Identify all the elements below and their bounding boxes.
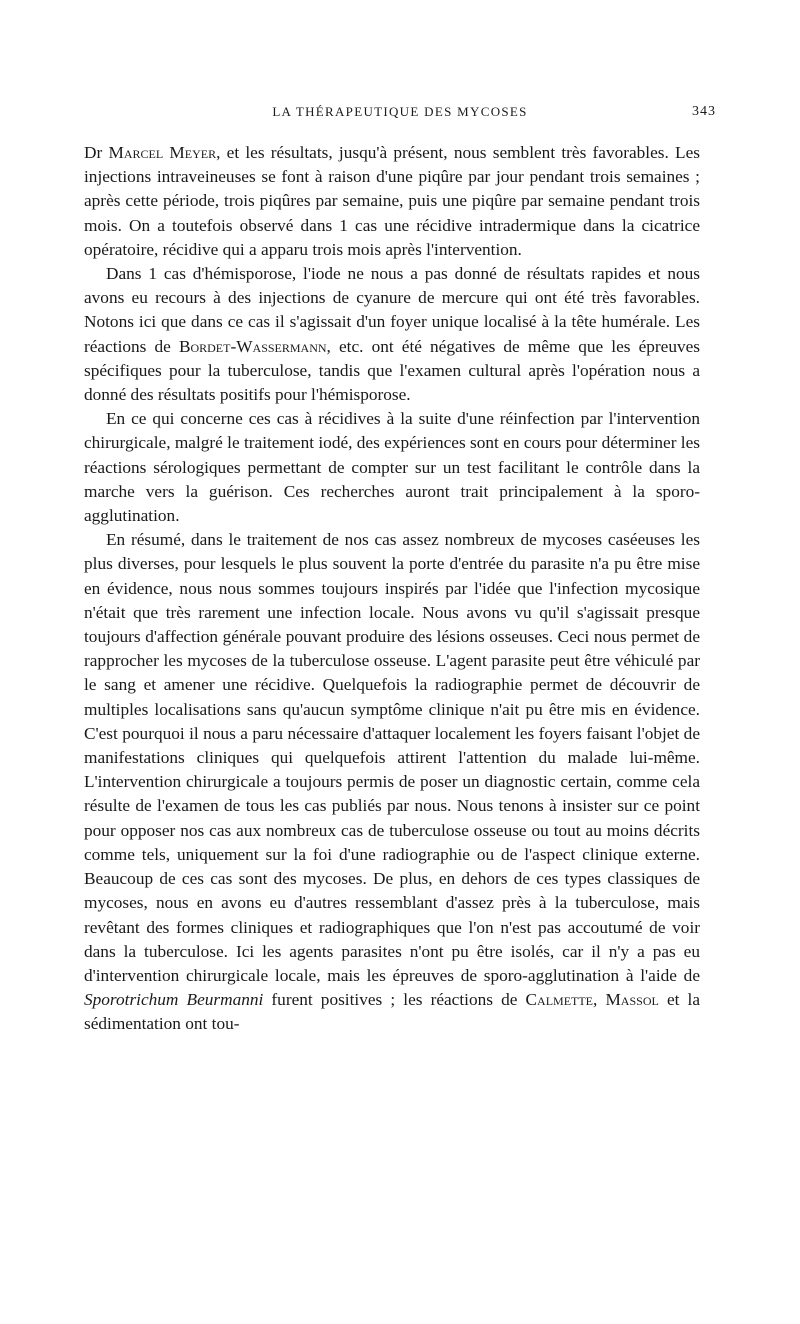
running-title: LA THÉRAPEUTIQUE DES MYCOSES [272,104,528,119]
text-segment: , et les résultats, jusqu'à présent, nous semblent très favorables. Les injections intraveineuses se font à raison d'une piqûre par jour pendant trois semaines ; après cette période, trois piqûres par semaine, puis une piqûre par semaine pendant trois mois. On a toutefois observé dans 1 cas une récidive intradermique dans la cicatrice opératoire, récidive qui a apparu trois mois après l'intervention. [84,143,700,259]
text-segment: En ce qui concerne ces cas à récidives à la suite d'une réinfection par l'intervention chirurgicale, malgré le traitement iodé, des expériences sont en cours pour déterminer les réactions sérologiques permettant de compter sur un test facilitant le contrôle dans la marche vers la guérison. Ces recherches auront trait principalement à la sporo-agglutination. [84,409,700,526]
paragraph [84,528,700,1036]
author-name: Bordet-Wassermann [178,336,327,356]
page-number: 343 [692,104,716,119]
text-segment: Dans 1 cas d'hémisporose, l'iode ne nous a pas donné de résultats rapides et nous avons eu recours à des injections de cyanure de mercure qui ont été très favorables. Notons ici que dans ce cas il s'agissait d'un foyer unique localisé à la tête humérale. Les réactions de [84,264,700,356]
text-segment: En résumé, dans le traitement de nos cas assez nombreux de mycoses caséeuses les plus diverses, pour lesquels le plus souvent la porte d'entrée du parasite n'a pu être mise en évidence, nous nous sommes toujours inspirés par l'idée que l'infection mycosique n'était que très rarement une infection locale. Nous avons vu qu'il s'agissait presque toujours d'affection générale pouvant produire des lésions osseuses. Ceci nous permet de rapprocher les mycoses de la tuberculose osseuse. L'agent parasite peut être véhiculé par le sang et amener une récidive. Quelquefois la radiographie permet de découvrir de multiples localisations sans qu'aucun symptôme clinique n'ait pu être mis en évidence. C'est pourquoi il nous a paru nécessaire d'attaquer localement les foyers faisant l'objet de manifestations cliniques qui quelquefois attirent l'attention du malade lui-même. L'intervention chirurgicale a toujours permis de poser un diagnostic certain, comme cela résulte de l'examen de tous les cas publiés par nous. Nous tenons à insister sur ce point pour opposer nos cas aux nombreux cas de tuberculose osseuse ou tout au moins décrits comme tels, uniquement sur la foi d'une radiographie ou de l'aspect clinique externe. Beaucoup de ces cas sont des mycoses. De plus, en dehors de ces types classiques de mycoses, nous en avons eu d'autres ressemblant d'assez près à la tuberculose, mais revêtant des formes cliniques et radiographiques que l'on n'est pas accoutumé de voir dans la tuberculose. Ici les agents parasites n'ont pu être isolés, car il n'y a pas eu d'intervention chirurgicale locale, mais les épreuves de sporo-agglutination à l'aide de [84,530,700,985]
text-segment: furent positives ; les réactions de [263,990,526,1010]
text-segment: et la sédimentation ont tou- [84,990,700,1034]
paragraph [84,407,700,528]
author-name: Marcel Meyer [108,143,217,162]
paragraph [84,262,700,407]
page-header [84,104,716,126]
body-text [84,141,700,1037]
paragraph [84,141,700,262]
text-segment: , etc. ont été négatives de même que les épreuves spécifiques pour la tuberculose, tandis que l'examen cultural après l'opération nous a donné des résultats positifs pour l'hémisporose. [84,336,701,405]
author-name: Calmette, Massol [525,990,659,1010]
species-name: Sporotrichum Beurmanni [84,990,264,1010]
text-segment: Dr [84,143,109,162]
